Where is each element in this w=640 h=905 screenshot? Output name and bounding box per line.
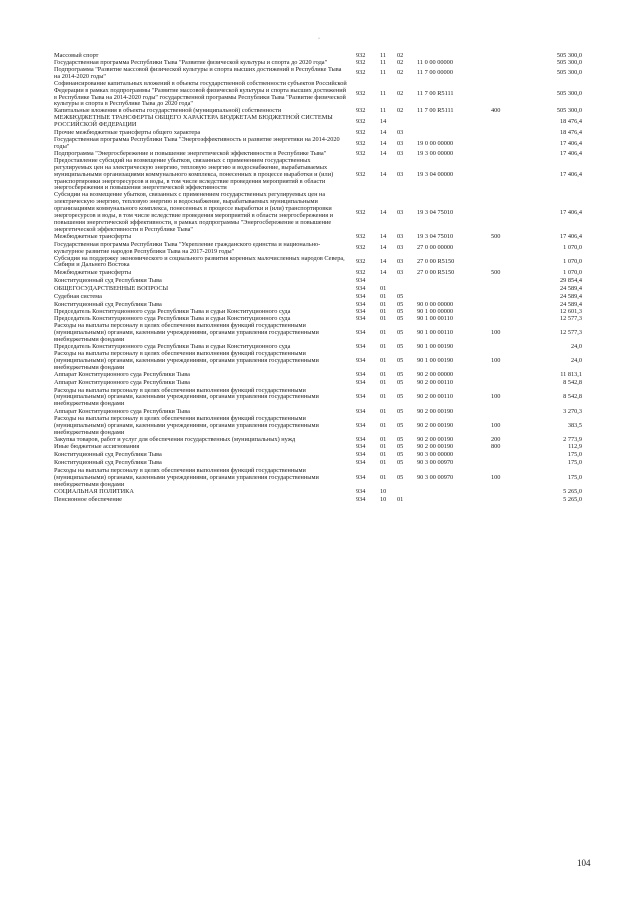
row-name: Аппарат Конституционного суда Республики Тыва: [54, 407, 190, 415]
row-sum: 505 300,0: [556, 51, 582, 59]
row-grbs: 932: [356, 170, 366, 178]
row-expense-type: [491, 242, 516, 256]
row-name: Председатель Конституционного суда Республики Тыва и судьи Конституционного суда: [54, 315, 291, 323]
row-section: 01: [380, 407, 387, 415]
row-sum: 8 542,8: [563, 379, 582, 387]
row-subsection: 01: [397, 496, 404, 504]
row-grbs: 934: [356, 488, 366, 496]
row-subsection: 03: [397, 170, 404, 178]
table-row: [54, 192, 582, 233]
row-grbs: 934: [356, 459, 366, 467]
row-grbs: 934: [356, 451, 366, 459]
row-target-article: 90 1 00 00190: [417, 342, 454, 350]
table-row: [54, 468, 582, 489]
row-section: 11: [380, 107, 387, 115]
row-subsection: 02: [397, 59, 404, 66]
row-name: Капитальные вложения в объекты государственной (муниципальной) собственности: [54, 107, 282, 115]
row-expense-type: [491, 372, 516, 380]
row-subsection: 05: [397, 379, 404, 387]
table-row: [54, 351, 582, 372]
row-target-article: 90 3 00 00970: [417, 459, 454, 467]
row-expense-type: 100: [491, 356, 501, 364]
row-expense-type: 100: [491, 422, 501, 430]
table-row: [54, 323, 582, 344]
row-grbs: 932: [356, 149, 366, 157]
row-expense-type: 500: [491, 268, 501, 276]
row-name: Иные бюджетные ассигнования: [54, 443, 140, 451]
row-section: 14: [380, 149, 387, 157]
row-grbs: 932: [356, 107, 366, 115]
row-section: 01: [380, 356, 387, 364]
row-section: 01: [380, 473, 387, 481]
row-sum: 12 577,3: [559, 315, 582, 323]
row-sum: 505 300,0: [556, 69, 582, 77]
row-section: 14: [380, 233, 387, 241]
row-target-article: 90 2 00 00190: [417, 435, 454, 443]
row-expense-type: 200: [491, 435, 501, 443]
row-section: 14: [380, 128, 387, 136]
row-target-article: 90 1 00 00110: [417, 329, 453, 337]
row-subsection: 05: [397, 356, 404, 364]
row-sum: 17 406,4: [559, 170, 582, 178]
row-subsection: 03: [397, 128, 404, 136]
table-row: [54, 137, 582, 151]
row-subsection: 05: [397, 393, 404, 401]
row-grbs: 934: [356, 473, 366, 481]
row-subsection: 02: [397, 107, 404, 115]
row-expense-type: 800: [491, 443, 501, 451]
row-sum: 18 476,4: [559, 128, 582, 136]
row-expense-type: [491, 344, 516, 351]
row-sum: 175,0: [567, 451, 582, 459]
row-name: Массовый спорт: [54, 51, 99, 59]
table-row: [54, 115, 582, 129]
row-name: Софинансирование капитальных вложений в объекты государственной собственности субъектов Российской Федерации в рамках подпрограммы "Развитие массовой физической культуры и спорта высших достижений в Республике Тыва на 2014-2020 годы" государственной программы Республики Тыва "Развитие физической культуры и спорта в Республике Тыва до 2020 года": [54, 79, 347, 108]
row-sum: 24 589,4: [559, 292, 582, 300]
row-grbs: 934: [356, 443, 366, 451]
row-grbs: 932: [356, 268, 366, 276]
row-sum: 24 589,4: [559, 284, 582, 292]
row-target-article: 90 3 00 00000: [417, 451, 454, 459]
row-expense-type: 100: [491, 393, 501, 401]
row-target-article: 90 1 00 00000: [417, 308, 454, 316]
row-expense-type: [491, 129, 516, 137]
row-name: Межбюджетные трансферты: [54, 233, 132, 241]
row-sum: 12 601,3: [559, 308, 582, 316]
row-section: 01: [380, 329, 387, 337]
row-section: 01: [380, 284, 387, 292]
row-grbs: 932: [356, 139, 366, 147]
row-sum: 3 270,3: [563, 407, 582, 415]
row-expense-type: [491, 67, 516, 81]
row-target-article: 19 3 00 00000: [417, 149, 454, 157]
row-name: Государственная программа Республики Тыва "Развитие физической культуры и спорта до 2020 года": [54, 59, 328, 66]
row-grbs: 934: [356, 329, 366, 337]
row-section: 10: [380, 488, 387, 496]
table-row: [54, 416, 582, 437]
row-sum: 1 070,0: [563, 244, 582, 252]
row-section: 11: [380, 69, 387, 77]
row-expense-type: [491, 192, 516, 233]
row-target-article: 90 1 00 00110: [417, 315, 453, 323]
row-section: 01: [380, 443, 387, 451]
row-grbs: 934: [356, 422, 366, 430]
row-expense-type: 100: [491, 473, 501, 481]
table-row: [54, 81, 582, 109]
row-sum: 1 070,0: [563, 268, 582, 276]
row-name: Подпрограмма "Энергосбережение и повышение энергетической эффективности в Республике Тыва": [54, 149, 327, 157]
row-section: 01: [380, 379, 387, 387]
row-subsection: 03: [397, 139, 404, 147]
row-name: Конституционный суд Республики Тыва: [54, 276, 162, 284]
row-target-article: [417, 489, 491, 497]
row-section: 01: [380, 315, 387, 323]
row-subsection: [397, 115, 417, 129]
table-row: [54, 497, 582, 505]
row-target-article: 19 3 04 75010: [417, 233, 454, 241]
row-expense-type: [491, 151, 516, 158]
row-target-article: 90 0 00 00000: [417, 300, 454, 308]
row-target-article: 27 0 00 R5150: [417, 258, 455, 266]
row-section: 11: [380, 59, 387, 66]
row-sum: 24,0: [570, 342, 582, 350]
row-target-article: 90 1 00 00190: [417, 356, 454, 364]
row-section: 01: [380, 451, 387, 459]
row-expense-type: [491, 316, 516, 323]
row-expense-type: [491, 256, 516, 270]
row-sum: 11 813,1: [560, 371, 582, 379]
row-sum: 5 265,0: [563, 496, 582, 504]
row-name: Судебная система: [54, 292, 102, 300]
row-grbs: 934: [356, 379, 366, 387]
row-target-article: 90 3 00 00970: [417, 473, 454, 481]
row-grbs: 932: [356, 258, 366, 266]
row-sum: 29 854,4: [559, 276, 582, 284]
row-section: 01: [380, 308, 387, 316]
row-target-article: [417, 115, 491, 129]
row-subsection: 03: [397, 233, 404, 241]
row-section: 14: [380, 258, 387, 266]
row-sum: 17 406,4: [559, 139, 582, 147]
row-grbs: 934: [356, 284, 366, 292]
row-target-article: 27 0 00 00000: [417, 244, 454, 252]
row-grbs: 934: [356, 435, 366, 443]
row-sum: 1 070,0: [563, 258, 582, 266]
row-target-article: 11 7 00 R5111: [417, 107, 454, 115]
row-section: 14: [380, 139, 387, 147]
row-sum: 24 589,4: [559, 300, 582, 308]
row-section: 14: [380, 244, 387, 252]
row-name: МЕЖБЮДЖЕТНЫЕ ТРАНСФЕРТЫ ОБЩЕГО ХАРАКТЕРА БЮДЖЕТАМ БЮДЖЕТНОЙ СИСТЕМЫ РОССИЙСКОЙ ФЕДЕРАЦИИ: [54, 114, 333, 129]
row-grbs: 932: [356, 233, 366, 241]
row-expense-type: [491, 137, 516, 151]
row-subsection: 05: [397, 329, 404, 337]
row-name: Конституционный суд Республики Тыва: [54, 451, 162, 459]
row-section: 01: [380, 371, 387, 379]
row-expense-type: [491, 158, 516, 193]
row-sum: 17 406,4: [559, 208, 582, 216]
row-name: Государственная программа Республики Тыва "Укрепление гражданского единства и национально-культурное развитие народов Республики Тыва на 2017-2019 годы": [54, 240, 321, 255]
row-section: 11: [380, 90, 387, 98]
row-name: Аппарат Конституционного суда Республики Тыва: [54, 379, 190, 387]
row-subsection: 03: [397, 208, 404, 216]
row-expense-type: [491, 81, 516, 109]
row-expense-type: [491, 60, 516, 67]
row-name: Председатель Конституционного суда Республики Тыва и судьи Конституционного суда: [54, 342, 291, 350]
row-name: ОБЩЕГОСУДАРСТВЕННЫЕ ВОПРОСЫ: [54, 284, 169, 292]
row-grbs: 934: [356, 496, 366, 504]
row-sum: 17 406,4: [559, 149, 582, 157]
row-expense-type: [491, 285, 516, 293]
row-target-article: 19 3 04 00000: [417, 170, 454, 178]
row-expense-type: [491, 309, 516, 316]
row-subsection: 05: [397, 459, 404, 467]
row-name: Председатель Конституционного суда Республики Тыва и судьи Конституционного суда: [54, 308, 291, 316]
row-name: Предоставление субсидий на возмещение убытков, связанных с применением государственных регулируемых цен на электрическую энергию, тепловую энергию и водоснабжение, вырабатываемых муниципальными организациями коммунального комплекса, понесенных в процессе выработки и (или) транспортировки энергоресурсов и воды, в том числе вследствие проведения мероприятий в области энергосбережения и повышения энергетической эффективности: [54, 156, 334, 192]
row-section: 10: [380, 496, 387, 504]
row-grbs: 934: [356, 393, 366, 401]
row-section: 11: [380, 51, 387, 59]
row-grbs: 932: [356, 128, 366, 136]
row-target-article: 90 2 00 00110: [417, 379, 453, 387]
row-grbs: 932: [356, 117, 366, 125]
row-target-article: 90 2 00 00190: [417, 407, 454, 415]
row-expense-type: 500: [491, 233, 501, 241]
row-name: Расходы на выплаты персоналу в целях обеспечения выполнения функций государственными (муниципальными) органами, казенными учреждениями, органами управления государственными внебюджетными фондами: [54, 349, 319, 371]
row-subsection: 02: [397, 69, 404, 77]
row-subsection: [397, 277, 417, 285]
row-expense-type: [491, 452, 516, 460]
row-name: Прочие межбюджетные трансферты общего характера: [54, 128, 201, 136]
row-sum: 175,0: [567, 459, 582, 467]
row-section: 01: [380, 300, 387, 308]
page-number: 104: [577, 858, 591, 868]
row-subsection: 05: [397, 473, 404, 481]
row-sum: 505 300,0: [556, 107, 582, 115]
row-section: 01: [380, 459, 387, 467]
row-subsection: 05: [397, 300, 404, 308]
row-subsection: 02: [397, 51, 404, 59]
row-section: 14: [380, 117, 387, 125]
row-grbs: 932: [356, 69, 366, 77]
budget-table: [54, 52, 582, 505]
row-expense-type: [491, 497, 516, 505]
row-subsection: 03: [397, 268, 404, 276]
row-target-article: 90 2 00 00190: [417, 422, 454, 430]
row-subsection: 05: [397, 407, 404, 415]
row-name: Субсидии на возмещение убытков, связанных с применением государственных регулируемых цен на электрическую энергию, тепловую энергию и водоснабжение, вырабатываемых муниципальными организациями коммунального комплекса, понесенных в процессе выработки и (или) транспортировки энергоресурсов и воды, в том числе вследствие проведения мероприятий в области энергосбережения и повышения энергетической эффективности, в рамках подпрограммы "Энергосбережение и повышение энергетической эффективности в Республике Тыва": [54, 191, 334, 233]
row-sum: 24,0: [570, 356, 582, 364]
row-section: 14: [380, 268, 387, 276]
row-grbs: 932: [356, 51, 366, 59]
row-subsection: 03: [397, 244, 404, 252]
row-grbs: 934: [356, 342, 366, 350]
row-subsection: 05: [397, 451, 404, 459]
table-row: [54, 242, 582, 256]
row-target-article: 27 0 00 R5150: [417, 268, 455, 276]
row-target-article: [417, 497, 491, 505]
row-sum: 175,0: [567, 473, 582, 481]
row-name: Государственная программа Республики Тыва "Энергоэффективность и развитие энергетики на 2014-2020 годы": [54, 136, 340, 150]
row-section: 01: [380, 292, 387, 300]
row-sum: 18 476,4: [559, 117, 582, 125]
row-expense-type: [491, 115, 516, 129]
row-subsection: 05: [397, 443, 404, 451]
row-section: 01: [380, 393, 387, 401]
row-expense-type: [491, 301, 516, 309]
row-target-article: 11 7 00 00000: [417, 69, 453, 77]
row-grbs: 934: [356, 308, 366, 316]
row-grbs: 934: [356, 315, 366, 323]
row-grbs: 932: [356, 244, 366, 252]
row-target-article: 11 7 00 R5111: [417, 90, 454, 98]
row-name: Субсидия на поддержку экономического и социального развития коренных малочисленных народов Севера, Сибири и Дальнего Востока: [54, 254, 345, 269]
row-expense-type: 400: [491, 107, 501, 115]
row-expense-type: [491, 380, 516, 388]
row-sum: 12 577,3: [559, 329, 582, 337]
row-name: Расходы на выплаты персоналу в целях обеспечения выполнения функций государственными (муниципальными) органами, казенными учреждениями, органами управления государственными внебюджетными фондами: [54, 322, 319, 343]
row-name: Расходы на выплаты персоналу в целях обеспечения выполнения функций государственными (муниципальными) органами, казенными учреждениями, органами управления государственными внебюджетными фондами: [54, 415, 319, 437]
row-grbs: 932: [356, 59, 366, 66]
row-name: Конституционный суд Республики Тыва: [54, 459, 162, 467]
row-expense-type: [491, 293, 516, 301]
table-row: [54, 158, 582, 193]
row-name: Расходы на выплаты персоналу в целях обеспечения выполнения функций государственными (муниципальными) органами, казенными учреждениями, органами управления государственными внебюджетными фондами: [54, 466, 319, 488]
table-row: [54, 67, 582, 81]
row-subsection: 05: [397, 315, 404, 323]
row-target-article: [417, 277, 491, 285]
row-subsection: 05: [397, 308, 404, 316]
row-sum: 5 265,0: [563, 488, 582, 496]
row-expense-type: [491, 460, 516, 468]
row-sum: 383,5: [567, 422, 582, 430]
row-expense-type: [491, 277, 516, 285]
row-subsection: 02: [397, 90, 404, 98]
row-name: Подпрограмма "Развитие массовой физической культуры и спорта высших достижений в Республике Тыва на 2014-2020 годы": [54, 65, 342, 80]
row-grbs: 934: [356, 292, 366, 300]
row-target-article: 19 3 04 75010: [417, 208, 454, 216]
row-name: Пенсионное обеспечение: [54, 496, 122, 504]
row-target-article: 90 2 00 00190: [417, 443, 454, 451]
row-name: Межбюджетные трансферты: [54, 268, 132, 276]
row-target-article: 19 0 00 00000: [417, 139, 454, 147]
row-sum: 112,9: [568, 443, 582, 451]
row-grbs: 934: [356, 300, 366, 308]
table-row: [54, 388, 582, 409]
row-expense-type: 100: [491, 329, 501, 337]
row-target-article: 90 2 00 00110: [417, 393, 453, 401]
row-subsection: 05: [397, 371, 404, 379]
row-sum: 17 406,4: [559, 233, 582, 241]
row-section: 14: [380, 170, 387, 178]
row-grbs: 934: [356, 356, 366, 364]
row-grbs: 932: [356, 90, 366, 98]
row-expense-type: [491, 52, 516, 60]
row-sum: 505 300,0: [556, 59, 582, 66]
page-mark: ·: [318, 36, 320, 42]
row-subsection: 03: [397, 149, 404, 157]
row-name: Аппарат Конституционного суда Республики Тыва: [54, 371, 190, 379]
row-subsection: 05: [397, 422, 404, 430]
row-section: 01: [380, 342, 387, 350]
budget-table-body: [54, 52, 582, 505]
row-sum: 505 300,0: [556, 90, 582, 98]
row-expense-type: [491, 408, 516, 416]
row-subsection: 05: [397, 342, 404, 350]
row-target-article: [417, 129, 491, 137]
row-sum: 8 542,8: [563, 393, 582, 401]
row-name: Закупка товаров, работ и услуг для обеспечения государственных (муниципальных) нужд: [54, 435, 296, 443]
row-expense-type: [491, 489, 516, 497]
row-grbs: 934: [356, 276, 366, 284]
table-row: [54, 256, 582, 270]
row-name: Конституционный суд Республики Тыва: [54, 300, 162, 308]
row-subsection: 05: [397, 435, 404, 443]
row-sum: 2 773,9: [563, 435, 582, 443]
row-name: Расходы на выплаты персоналу в целях обеспечения выполнения функций государственными (муниципальными) органами, казенными учреждениями, органами управления государственными внебюджетными фондами: [54, 386, 319, 408]
row-section: 14: [380, 208, 387, 216]
table-row: [54, 489, 582, 497]
row-name: СОЦИАЛЬНАЯ ПОЛИТИКА: [54, 488, 134, 496]
row-subsection: 03: [397, 258, 404, 266]
row-section: 01: [380, 435, 387, 443]
row-grbs: 934: [356, 371, 366, 379]
row-grbs: 932: [356, 208, 366, 216]
row-target-article: [417, 285, 491, 293]
row-subsection: 05: [397, 292, 404, 300]
row-target-article: 11 0 00 00000: [417, 59, 453, 66]
row-target-article: 90 2 00 00000: [417, 371, 454, 379]
table-row: [54, 285, 582, 293]
row-section: 01: [380, 422, 387, 430]
row-grbs: 934: [356, 407, 366, 415]
